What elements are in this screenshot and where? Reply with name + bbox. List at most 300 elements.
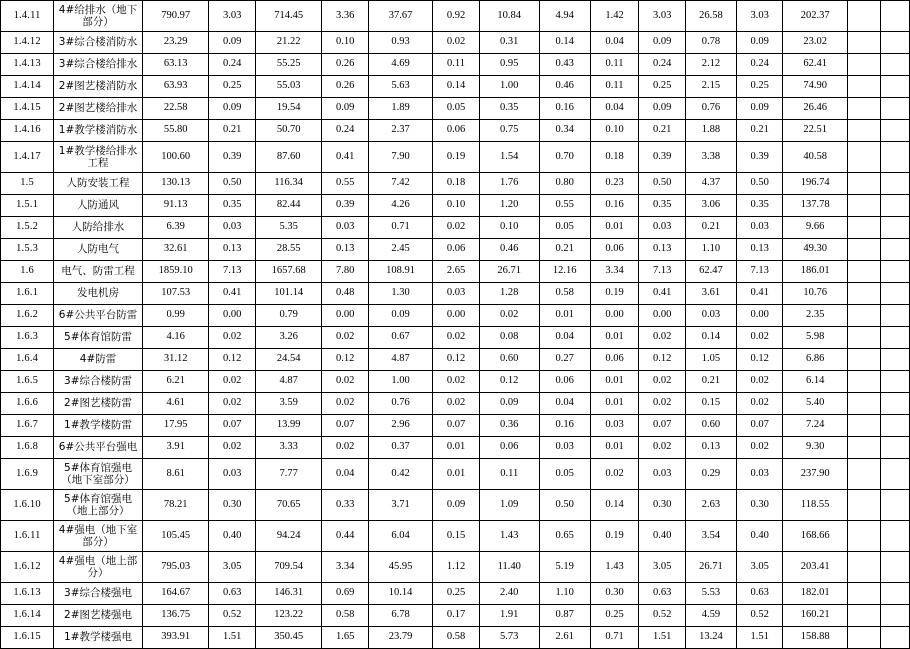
row-value-cell[interactable]: 0.00 [736,305,783,327]
row-value-cell[interactable]: 6.78 [368,605,432,627]
row-code-cell[interactable]: 1.5.2 [1,217,54,239]
row-value-cell[interactable]: 1.05 [685,349,736,371]
row-value-cell[interactable]: 0.99 [142,305,209,327]
row-value-cell[interactable]: 0.16 [539,415,590,437]
row-value-cell[interactable]: 7.13 [736,261,783,283]
row-value-cell[interactable]: 168.66 [783,521,847,552]
row-value-cell[interactable]: 350.45 [255,627,322,649]
row-empty-cell[interactable] [847,261,880,283]
row-value-cell[interactable]: 45.95 [368,552,432,583]
row-value-cell[interactable]: 0.17 [433,605,480,627]
row-value-cell[interactable]: 0.58 [539,283,590,305]
row-name-cell[interactable]: 4#给排水（地下部分） [54,1,143,32]
row-value-cell[interactable]: 709.54 [255,552,322,583]
row-value-cell[interactable]: 0.03 [639,217,686,239]
row-value-cell[interactable]: 0.30 [639,490,686,521]
row-value-cell[interactable]: 0.21 [639,120,686,142]
row-value-cell[interactable]: 2.65 [433,261,480,283]
row-value-cell[interactable]: 0.03 [209,217,256,239]
row-value-cell[interactable]: 5.73 [479,627,539,649]
row-value-cell[interactable]: 0.71 [590,627,639,649]
row-empty-cell[interactable] [881,195,910,217]
row-code-cell[interactable]: 1.6.8 [1,437,54,459]
row-value-cell[interactable]: 0.78 [685,32,736,54]
row-value-cell[interactable]: 0.52 [736,605,783,627]
row-value-cell[interactable]: 7.80 [322,261,369,283]
row-value-cell[interactable]: 1.51 [736,627,783,649]
row-value-cell[interactable]: 32.61 [142,239,209,261]
row-value-cell[interactable]: 0.13 [685,437,736,459]
row-value-cell[interactable]: 0.06 [433,239,480,261]
row-value-cell[interactable]: 0.09 [209,32,256,54]
row-value-cell[interactable]: 0.16 [539,98,590,120]
row-value-cell[interactable]: 82.44 [255,195,322,217]
row-value-cell[interactable]: 0.11 [433,54,480,76]
table-row[interactable] [1,459,910,490]
row-value-cell[interactable]: 63.13 [142,54,209,76]
row-name-cell[interactable]: 1#教学楼防雷 [54,415,143,437]
row-value-cell[interactable]: 203.41 [783,552,847,583]
row-value-cell[interactable]: 0.19 [590,521,639,552]
row-value-cell[interactable]: 0.00 [322,305,369,327]
row-value-cell[interactable]: 101.14 [255,283,322,305]
row-code-cell[interactable]: 1.6.11 [1,521,54,552]
row-value-cell[interactable]: 0.02 [639,371,686,393]
row-value-cell[interactable]: 4.61 [142,393,209,415]
row-value-cell[interactable]: 237.90 [783,459,847,490]
row-name-cell[interactable]: 5#体育馆强电（地下室部分） [54,459,143,490]
row-value-cell[interactable]: 0.37 [368,437,432,459]
row-value-cell[interactable]: 0.02 [322,371,369,393]
row-value-cell[interactable]: 0.06 [479,437,539,459]
row-value-cell[interactable]: 3.34 [590,261,639,283]
table-row[interactable] [1,605,910,627]
row-value-cell[interactable]: 2.37 [368,120,432,142]
row-value-cell[interactable]: 0.35 [479,98,539,120]
row-value-cell[interactable]: 0.04 [539,393,590,415]
row-name-cell[interactable]: 4#强电（地上部分） [54,552,143,583]
row-value-cell[interactable]: 1.28 [479,283,539,305]
row-value-cell[interactable]: 5.63 [368,76,432,98]
row-value-cell[interactable]: 7.13 [639,261,686,283]
row-value-cell[interactable]: 23.29 [142,32,209,54]
row-value-cell[interactable]: 0.24 [736,54,783,76]
row-value-cell[interactable]: 6.14 [783,371,847,393]
row-value-cell[interactable]: 0.02 [209,393,256,415]
row-code-cell[interactable]: 1.4.16 [1,120,54,142]
table-row[interactable] [1,32,910,54]
row-empty-cell[interactable] [881,32,910,54]
row-value-cell[interactable]: 0.02 [736,327,783,349]
row-value-cell[interactable]: 62.47 [685,261,736,283]
row-value-cell[interactable]: 0.02 [736,371,783,393]
row-value-cell[interactable]: 78.21 [142,490,209,521]
row-value-cell[interactable]: 160.21 [783,605,847,627]
row-value-cell[interactable]: 0.07 [433,415,480,437]
row-empty-cell[interactable] [847,98,880,120]
row-value-cell[interactable]: 0.03 [590,415,639,437]
row-value-cell[interactable]: 63.93 [142,76,209,98]
row-empty-cell[interactable] [847,283,880,305]
row-value-cell[interactable]: 3.71 [368,490,432,521]
row-value-cell[interactable]: 1.51 [209,627,256,649]
row-name-cell[interactable]: 1#教学楼消防水 [54,120,143,142]
row-value-cell[interactable]: 3.91 [142,437,209,459]
row-value-cell[interactable]: 0.01 [433,437,480,459]
row-value-cell[interactable]: 0.44 [322,521,369,552]
row-value-cell[interactable]: 0.07 [736,415,783,437]
row-value-cell[interactable]: 0.34 [539,120,590,142]
row-value-cell[interactable]: 0.55 [322,173,369,195]
row-value-cell[interactable]: 0.21 [685,371,736,393]
table-row[interactable] [1,627,910,649]
row-empty-cell[interactable] [881,217,910,239]
row-value-cell[interactable]: 0.02 [736,437,783,459]
row-value-cell[interactable]: 0.70 [539,142,590,173]
row-empty-cell[interactable] [847,195,880,217]
row-value-cell[interactable]: 0.06 [590,239,639,261]
row-value-cell[interactable]: 13.24 [685,627,736,649]
row-empty-cell[interactable] [847,490,880,521]
row-value-cell[interactable]: 0.16 [590,195,639,217]
row-value-cell[interactable]: 0.00 [433,305,480,327]
row-value-cell[interactable]: 0.21 [685,217,736,239]
row-value-cell[interactable]: 0.41 [736,283,783,305]
row-name-cell[interactable]: 2#图艺楼消防水 [54,76,143,98]
row-value-cell[interactable]: 4.26 [368,195,432,217]
row-empty-cell[interactable] [881,173,910,195]
row-value-cell[interactable]: 0.09 [479,393,539,415]
row-value-cell[interactable]: 0.35 [639,195,686,217]
row-name-cell[interactable]: 人防通风 [54,195,143,217]
row-value-cell[interactable]: 1.00 [368,371,432,393]
row-empty-cell[interactable] [881,54,910,76]
row-value-cell[interactable]: 0.25 [209,76,256,98]
row-value-cell[interactable]: 0.04 [590,98,639,120]
row-value-cell[interactable]: 0.60 [479,349,539,371]
row-value-cell[interactable]: 0.03 [736,459,783,490]
row-value-cell[interactable]: 0.03 [639,459,686,490]
row-value-cell[interactable]: 17.95 [142,415,209,437]
row-name-cell[interactable]: 1#教学楼强电 [54,627,143,649]
row-name-cell[interactable]: 2#图艺楼给排水 [54,98,143,120]
row-value-cell[interactable]: 0.02 [639,393,686,415]
row-value-cell[interactable]: 0.25 [639,76,686,98]
row-code-cell[interactable]: 1.4.14 [1,76,54,98]
row-value-cell[interactable]: 22.58 [142,98,209,120]
row-value-cell[interactable]: 3.36 [322,1,369,32]
row-name-cell[interactable]: 3#综合楼防雷 [54,371,143,393]
row-value-cell[interactable]: 0.03 [736,217,783,239]
row-value-cell[interactable]: 74.90 [783,76,847,98]
row-code-cell[interactable]: 1.5 [1,173,54,195]
row-code-cell[interactable]: 1.6.6 [1,393,54,415]
row-value-cell[interactable]: 0.09 [639,32,686,54]
row-value-cell[interactable]: 1.51 [639,627,686,649]
row-value-cell[interactable]: 0.63 [639,583,686,605]
row-code-cell[interactable]: 1.6.3 [1,327,54,349]
row-value-cell[interactable]: 0.02 [433,217,480,239]
row-value-cell[interactable]: 5.19 [539,552,590,583]
row-code-cell[interactable]: 1.6.12 [1,552,54,583]
row-value-cell[interactable]: 0.39 [639,142,686,173]
row-name-cell[interactable]: 1#教学楼给排水工程 [54,142,143,173]
row-value-cell[interactable]: 0.65 [539,521,590,552]
row-value-cell[interactable]: 116.34 [255,173,322,195]
row-name-cell[interactable]: 3#综合楼消防水 [54,32,143,54]
row-value-cell[interactable]: 4.69 [368,54,432,76]
row-value-cell[interactable]: 28.55 [255,239,322,261]
row-value-cell[interactable]: 4.37 [685,173,736,195]
row-value-cell[interactable]: 0.09 [736,32,783,54]
row-value-cell[interactable]: 0.41 [639,283,686,305]
row-value-cell[interactable]: 1.09 [479,490,539,521]
row-value-cell[interactable]: 0.39 [209,142,256,173]
row-empty-cell[interactable] [847,393,880,415]
row-value-cell[interactable]: 0.87 [539,605,590,627]
row-value-cell[interactable]: 9.30 [783,437,847,459]
row-value-cell[interactable]: 11.40 [479,552,539,583]
row-empty-cell[interactable] [847,521,880,552]
row-value-cell[interactable]: 0.03 [433,283,480,305]
row-empty-cell[interactable] [881,261,910,283]
row-value-cell[interactable]: 2.61 [539,627,590,649]
row-value-cell[interactable]: 3.61 [685,283,736,305]
row-value-cell[interactable]: 2.35 [783,305,847,327]
row-value-cell[interactable]: 202.37 [783,1,847,32]
row-value-cell[interactable]: 393.91 [142,627,209,649]
row-empty-cell[interactable] [847,76,880,98]
row-value-cell[interactable]: 0.03 [685,305,736,327]
row-name-cell[interactable]: 发电机房 [54,283,143,305]
row-name-cell[interactable]: 人防电气 [54,239,143,261]
row-value-cell[interactable]: 1.10 [539,583,590,605]
row-value-cell[interactable]: 0.69 [322,583,369,605]
row-value-cell[interactable]: 0.09 [433,490,480,521]
row-value-cell[interactable]: 94.24 [255,521,322,552]
row-value-cell[interactable]: 0.06 [539,371,590,393]
row-value-cell[interactable]: 0.14 [590,490,639,521]
row-value-cell[interactable]: 0.23 [590,173,639,195]
row-value-cell[interactable]: 123.22 [255,605,322,627]
row-value-cell[interactable]: 0.31 [479,32,539,54]
row-value-cell[interactable]: 0.15 [685,393,736,415]
row-value-cell[interactable]: 6.04 [368,521,432,552]
row-name-cell[interactable]: 4#强电（地下室部分） [54,521,143,552]
row-name-cell[interactable]: 2#图艺楼强电 [54,605,143,627]
row-value-cell[interactable]: 0.05 [539,459,590,490]
row-value-cell[interactable]: 0.12 [639,349,686,371]
row-value-cell[interactable]: 0.71 [368,217,432,239]
row-value-cell[interactable]: 0.04 [590,32,639,54]
row-value-cell[interactable]: 19.54 [255,98,322,120]
row-name-cell[interactable]: 3#综合楼强电 [54,583,143,605]
row-value-cell[interactable]: 0.58 [322,605,369,627]
table-row[interactable] [1,552,910,583]
row-value-cell[interactable]: 795.03 [142,552,209,583]
row-value-cell[interactable]: 0.52 [209,605,256,627]
row-empty-cell[interactable] [881,305,910,327]
row-value-cell[interactable]: 1.43 [590,552,639,583]
row-value-cell[interactable]: 0.46 [539,76,590,98]
row-value-cell[interactable]: 0.02 [433,327,480,349]
row-code-cell[interactable]: 1.6.5 [1,371,54,393]
row-value-cell[interactable]: 0.02 [322,327,369,349]
row-value-cell[interactable]: 0.30 [590,583,639,605]
row-empty-cell[interactable] [847,437,880,459]
row-value-cell[interactable]: 0.19 [433,142,480,173]
row-code-cell[interactable]: 1.6.14 [1,605,54,627]
table-row[interactable] [1,195,910,217]
row-empty-cell[interactable] [847,1,880,32]
row-value-cell[interactable]: 0.13 [736,239,783,261]
row-value-cell[interactable]: 0.06 [433,120,480,142]
row-value-cell[interactable]: 1.65 [322,627,369,649]
row-value-cell[interactable]: 146.31 [255,583,322,605]
row-value-cell[interactable]: 13.99 [255,415,322,437]
table-row[interactable] [1,283,910,305]
row-value-cell[interactable]: 4.87 [255,371,322,393]
row-value-cell[interactable]: 0.30 [209,490,256,521]
table-row[interactable] [1,239,910,261]
row-value-cell[interactable]: 0.40 [639,521,686,552]
row-value-cell[interactable]: 0.01 [590,217,639,239]
row-value-cell[interactable]: 0.05 [433,98,480,120]
row-value-cell[interactable]: 0.39 [736,142,783,173]
table-row[interactable] [1,98,910,120]
row-value-cell[interactable]: 1.00 [479,76,539,98]
table-row[interactable] [1,120,910,142]
row-value-cell[interactable]: 0.11 [479,459,539,490]
row-value-cell[interactable]: 0.58 [433,627,480,649]
row-value-cell[interactable]: 0.02 [322,437,369,459]
row-value-cell[interactable]: 196.74 [783,173,847,195]
row-value-cell[interactable]: 10.84 [479,1,539,32]
row-value-cell[interactable]: 62.41 [783,54,847,76]
row-value-cell[interactable]: 10.76 [783,283,847,305]
row-value-cell[interactable]: 0.26 [322,54,369,76]
row-code-cell[interactable]: 1.6.1 [1,283,54,305]
row-value-cell[interactable]: 26.71 [479,261,539,283]
row-empty-cell[interactable] [881,415,910,437]
row-code-cell[interactable]: 1.4.17 [1,142,54,173]
row-value-cell[interactable]: 23.79 [368,627,432,649]
table-row[interactable] [1,76,910,98]
row-code-cell[interactable]: 1.5.1 [1,195,54,217]
row-value-cell[interactable]: 0.36 [479,415,539,437]
row-value-cell[interactable]: 182.01 [783,583,847,605]
row-code-cell[interactable]: 1.4.15 [1,98,54,120]
row-value-cell[interactable]: 2.12 [685,54,736,76]
row-empty-cell[interactable] [881,327,910,349]
row-value-cell[interactable]: 1.10 [685,239,736,261]
row-value-cell[interactable]: 0.12 [433,349,480,371]
row-empty-cell[interactable] [881,490,910,521]
row-value-cell[interactable]: 0.24 [639,54,686,76]
row-value-cell[interactable]: 0.24 [322,120,369,142]
table-row[interactable] [1,327,910,349]
row-value-cell[interactable]: 0.02 [209,327,256,349]
row-value-cell[interactable]: 2.15 [685,76,736,98]
row-value-cell[interactable]: 4.59 [685,605,736,627]
row-value-cell[interactable]: 0.01 [590,437,639,459]
row-value-cell[interactable]: 0.48 [322,283,369,305]
row-empty-cell[interactable] [847,371,880,393]
row-value-cell[interactable]: 31.12 [142,349,209,371]
row-value-cell[interactable]: 0.13 [209,239,256,261]
row-value-cell[interactable]: 3.05 [736,552,783,583]
row-value-cell[interactable]: 0.33 [322,490,369,521]
row-value-cell[interactable]: 7.24 [783,415,847,437]
row-value-cell[interactable]: 5.98 [783,327,847,349]
row-code-cell[interactable]: 1.5.3 [1,239,54,261]
table-row[interactable] [1,437,910,459]
row-value-cell[interactable]: 0.02 [433,32,480,54]
table-row[interactable] [1,261,910,283]
row-value-cell[interactable]: 9.66 [783,217,847,239]
row-empty-cell[interactable] [881,283,910,305]
row-value-cell[interactable]: 26.71 [685,552,736,583]
row-value-cell[interactable]: 22.51 [783,120,847,142]
row-code-cell[interactable]: 1.6.10 [1,490,54,521]
row-value-cell[interactable]: 136.75 [142,605,209,627]
table-row[interactable] [1,521,910,552]
row-code-cell[interactable]: 1.6.2 [1,305,54,327]
row-value-cell[interactable]: 0.25 [590,605,639,627]
row-value-cell[interactable]: 0.10 [590,120,639,142]
row-value-cell[interactable]: 55.80 [142,120,209,142]
row-value-cell[interactable]: 0.26 [322,76,369,98]
row-empty-cell[interactable] [847,32,880,54]
row-value-cell[interactable]: 0.12 [209,349,256,371]
row-value-cell[interactable]: 7.90 [368,142,432,173]
row-value-cell[interactable]: 0.12 [479,371,539,393]
row-value-cell[interactable]: 3.33 [255,437,322,459]
row-value-cell[interactable]: 4.94 [539,1,590,32]
row-value-cell[interactable]: 21.22 [255,32,322,54]
row-value-cell[interactable]: 0.93 [368,32,432,54]
row-value-cell[interactable]: 0.14 [433,76,480,98]
table-row[interactable] [1,173,910,195]
row-value-cell[interactable]: 0.24 [209,54,256,76]
row-value-cell[interactable]: 3.54 [685,521,736,552]
row-value-cell[interactable]: 0.21 [736,120,783,142]
row-value-cell[interactable]: 0.75 [479,120,539,142]
row-empty-cell[interactable] [881,583,910,605]
row-value-cell[interactable]: 0.43 [539,54,590,76]
row-value-cell[interactable]: 1.12 [433,552,480,583]
row-value-cell[interactable]: 0.19 [590,283,639,305]
row-value-cell[interactable]: 0.15 [433,521,480,552]
row-value-cell[interactable]: 0.67 [368,327,432,349]
row-value-cell[interactable]: 790.97 [142,1,209,32]
row-value-cell[interactable]: 91.13 [142,195,209,217]
row-value-cell[interactable]: 0.63 [209,583,256,605]
row-value-cell[interactable]: 0.40 [209,521,256,552]
table-row[interactable] [1,583,910,605]
row-value-cell[interactable]: 7.42 [368,173,432,195]
row-value-cell[interactable]: 6.86 [783,349,847,371]
row-empty-cell[interactable] [881,98,910,120]
row-name-cell[interactable]: 3#综合楼给排水 [54,54,143,76]
table-row[interactable] [1,349,910,371]
table-row[interactable] [1,1,910,32]
row-value-cell[interactable]: 6.21 [142,371,209,393]
row-value-cell[interactable]: 0.13 [639,239,686,261]
row-value-cell[interactable]: 0.12 [736,349,783,371]
row-name-cell[interactable]: 人防安装工程 [54,173,143,195]
row-value-cell[interactable]: 3.05 [639,552,686,583]
